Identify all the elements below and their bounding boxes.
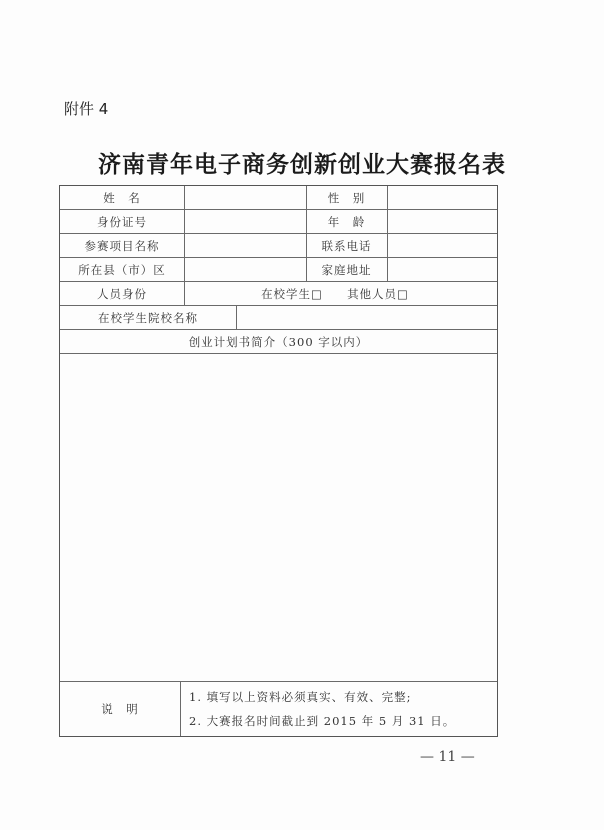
label-gender: 性 别	[327, 190, 366, 205]
label-project-name: 参赛项目名称	[84, 238, 160, 253]
option-other-checkbox[interactable]: 其他人员□	[347, 286, 409, 301]
label-county-district: 所在县（市）区	[78, 262, 166, 277]
label-home-address: 家庭地址	[321, 262, 372, 277]
name-field[interactable]	[185, 186, 306, 209]
label-school-name: 在校学生院校名称	[98, 310, 198, 325]
phone-field[interactable]	[388, 234, 497, 257]
label-age: 年 龄	[327, 214, 366, 229]
attachment-label: 附件 4	[64, 100, 109, 118]
label-plan-summary: 创业计划书简介（300 字以内）	[188, 334, 369, 349]
county-district-field[interactable]	[185, 258, 306, 281]
home-address-field[interactable]	[388, 258, 497, 281]
plan-summary-field[interactable]	[60, 354, 497, 681]
label-identity: 人员身份	[97, 286, 147, 301]
label-id-number: 身份证号	[97, 214, 147, 229]
label-notes: 说 明	[101, 702, 139, 716]
note-item: 2. 大赛报名时间截止到 2015 年 5 月 31 日。	[189, 714, 456, 728]
label-phone: 联系电话	[321, 238, 372, 253]
registration-form-table	[59, 185, 498, 737]
age-field[interactable]	[388, 210, 497, 233]
school-name-field[interactable]	[237, 306, 497, 329]
label-name: 姓 名	[103, 190, 141, 205]
col-divider	[180, 681, 181, 736]
page-number: — 11 —	[420, 749, 475, 765]
option-student-checkbox[interactable]: 在校学生□	[261, 286, 323, 301]
form-title: 济南青年电子商务创新创业大赛报名表	[98, 151, 506, 178]
note-item: 1. 填写以上资料必须真实、有效、完整;	[189, 690, 412, 704]
id-number-field[interactable]	[185, 210, 306, 233]
gender-field[interactable]	[388, 186, 497, 209]
project-name-field[interactable]	[185, 234, 306, 257]
